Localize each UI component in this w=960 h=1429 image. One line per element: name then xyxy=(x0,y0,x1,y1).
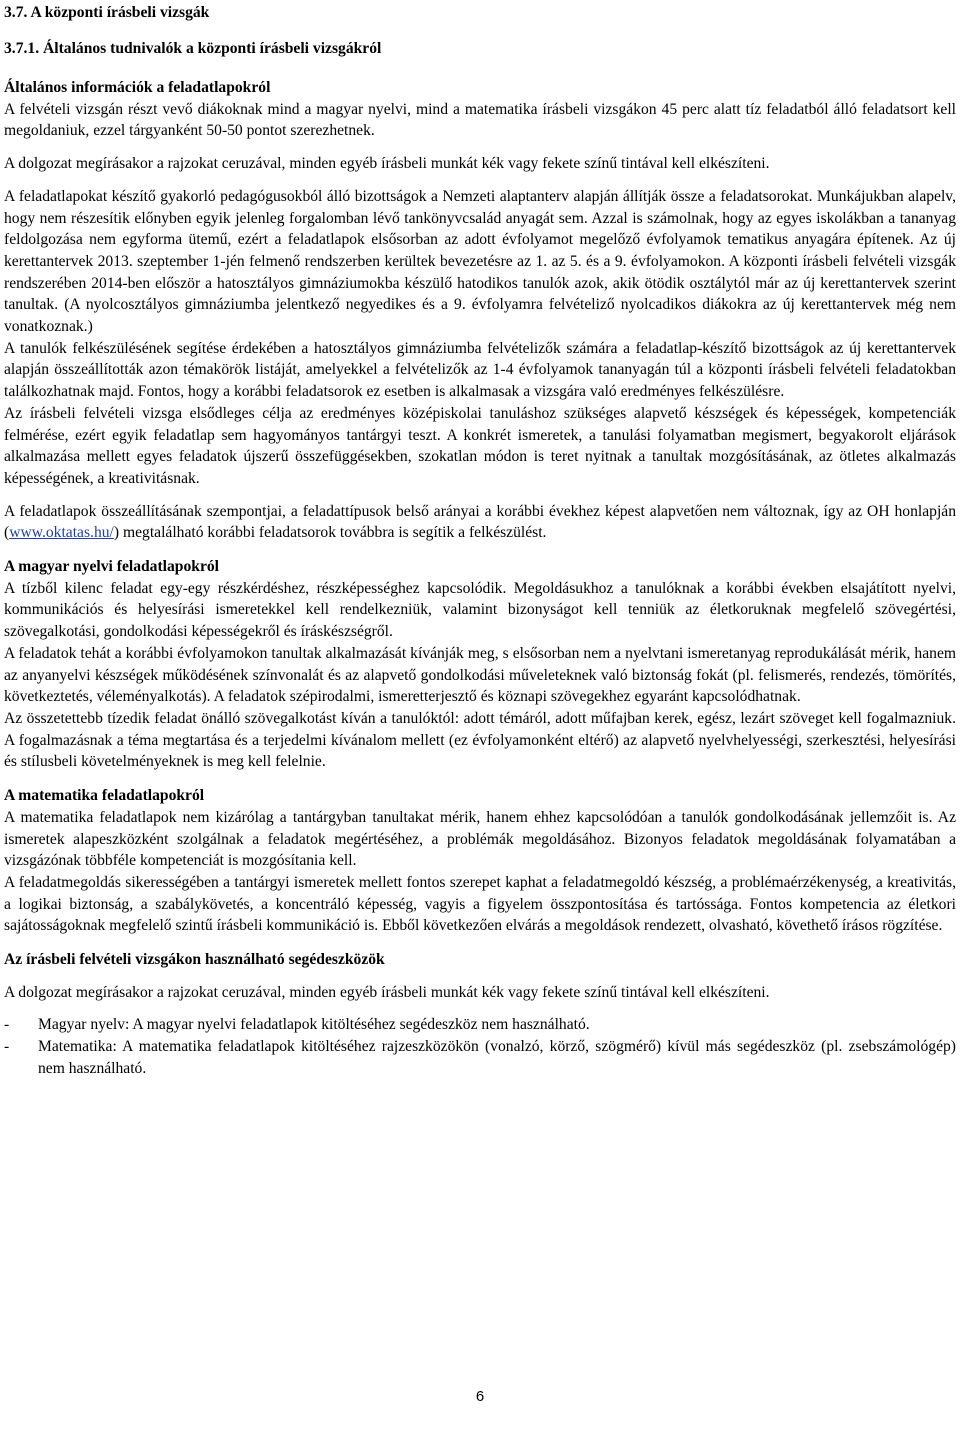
section-heading xyxy=(4,2,209,24)
hungarian-title: A magyar nyelvi feladatlapokról xyxy=(4,558,219,576)
hungarian-paragraph-1: A tízből kilenc feladat egy-egy részkérdéshez, részképességhez kapcsolódik. Megoldásukhoz a tanulóknak a korábbi években elsajátított nyelvi, kommunikációs és helyesírási ismeretekkel kell rendelkezniük, valamint bizonyságot kell tenniük az életkoruknak megfelelő szövegértési, szövegalkotási, gondolkodási képességekről és íráskészségről. xyxy=(4,579,956,641)
tools-title: Az írásbeli felvételi vizsgákon használható segédeszközök xyxy=(4,951,385,969)
page-number: 6 xyxy=(475,1388,485,1405)
list-item xyxy=(4,1036,956,1079)
hungarian-paragraph-2: A feladatok tehát a korábbi évfolyamokon tanultak alkalmazását kívánják meg, s elsősorban nem a nyelvtani ismeretanyag reprodukálását mérik, hanem az anyanyelvi készségek működésének színvonalát és az alapvető gondolkodási műveleteknek való biztonság fokát (pl. felismerés, rendezés, tömörítés, következtetés, véleményalkotás). A feladatok szépirodalmi, ismeretterjesztő és köznapi szövegekhez egyaránt kapcsolódhatnak. xyxy=(4,644,956,706)
tools-paragraph-1: A dolgozat megírásakor a rajzokat ceruzával, minden egyéb írásbeli munkát kék vagy fekete színű tintával kell elkészíteni. xyxy=(4,983,770,1001)
dash-bullet: - xyxy=(4,1016,10,1034)
list-item xyxy=(4,1014,956,1036)
document-body xyxy=(4,77,956,1080)
math-title: A matematika feladatlapokról xyxy=(4,787,205,805)
oktatas-link[interactable]: www.oktatas.hu/ xyxy=(9,524,114,542)
general-paragraph-4: A tanulók felkészülésének segítése érdekében a hatosztályos gimnáziumba felvételizők számára a feladatlap-készítő bizottságok az új kerettantervek alapján összeállították azon témakörök listáját, amelyekkel a felvételizők az 1-4 évfolyamok tananyagán túl a központi írásbeli felvételi feladatokban találkozhatnak majd. Fontos, hogy a korábbi feladatsorok ez esetben is alkalmasak a vizsgára való eredményes felkészülésre. xyxy=(4,339,956,401)
tools-list xyxy=(4,1014,956,1079)
section-title: A központi írásbeli vizsgák xyxy=(30,4,210,21)
list-item-text: Magyar nyelv: A magyar nyelvi feladatlapok kitöltéséhez segédeszköz nem használható. xyxy=(38,1016,590,1034)
general-paragraph-6 xyxy=(4,501,956,544)
general-paragraph-6-before: A feladatlapok összeállításának szempontjai, a feladattípusok belső arányai a korábbi évekhez képest alapvetően nem változnak, így az OH honlapján ( xyxy=(4,502,956,542)
general-paragraph-2: A dolgozat megírásakor a rajzokat ceruzával, minden egyéb írásbeli munkát kék vagy fekete színű tintával kell elkészíteni. xyxy=(4,155,770,173)
general-info-title: Általános információk a feladatlapokról xyxy=(4,79,271,96)
list-item-text: Matematika: A matematika feladatlapok kitöltéséhez rajzeszközökön (vonalzó, körző, szögmérő) kívül más segédeszköz (pl. zsebszámológép) nem használható. xyxy=(38,1038,956,1077)
subsection-number: 3.7.1. xyxy=(4,40,40,57)
hungarian-paragraph-3: Az összetettebb tízedik feladat önálló szövegalkotást kíván a tanulóktól: adott témáról, adott műfajban kerek, egész, lezárt szöveget kell fogalmazniuk. A fogalmazásnak a téma megtartása és a terjedelmi kívánalom mellett (ez évfolyamonként eltérő) az alapvető nyelvhelyességi, szerkesztési, helyesírási és stílusbeli követelményeknek is meg kell felelnie. xyxy=(4,709,956,771)
subsection-heading xyxy=(4,38,381,60)
dash-bullet: - xyxy=(4,1038,10,1056)
subsection-title: Általános tudnivalók a központi írásbeli vizsgákról xyxy=(43,40,382,57)
general-paragraph-5: Az írásbeli felvételi vizsga elsődleges célja az eredményes középiskolai tanuláshoz szükséges alapvető készségek és képességek, kompetenciák felmérése, ezért egyik feladatlap sem hagyományos tantárgyi teszt. A konkrét ismeretek, a tanulási folyamatban megismert, begyakorolt eljárások alkalmazása mellett egyes feladatok újszerű összefüggésekben, szokatlan módon is teret nyitnak a tanultak mozgósításának, az ötletes alkalmazás képességének, a kreativitásnak. xyxy=(4,404,956,487)
math-paragraph-2: A feladatmegoldás sikerességében a tantárgyi ismeretek mellett fontos szerepet kaphat a feladatmegoldó készség, a problémaérzékenység, a kreativitás, a logikai biztonság, a szabálykövetés, a koncentráló képesség, vagyis a figyelem összpontosítása és tartóssága. Fontos kompetencia az életkori sajátosságoknak megfelelő szintű írásbeli kommunikáció is. Ebből következően elvárás a megoldások rendezett, olvasható, követhető írásos rögzítése. xyxy=(4,873,956,935)
math-paragraph-1: A matematika feladatlapok nem kizárólag a tantárgyban tanultakat mérik, hanem ehhez kapcsolódóan a tanulók gondolkodásának jellemzőit is. Az ismeretek alapeszközként szolgálnak a feladatok megértéséhez, a problémák megoldásához. Bizonyos feladatok megoldásának folyamatában a vizsgázónak többféle kompetenciát is mozgósítania kell. xyxy=(4,808,956,870)
general-paragraph-3: A feladatlapokat készítő gyakorló pedagógusokból álló bizottságok a Nemzeti alaptanterv alapján állítják össze a feladatsorokat. Munkájukban alapelv, hogy nem részesítik előnyben egyik jelenleg forgalomban lévő tankönyvcsalád anyagát sem. Azzal is számolnak, hogy az egyes iskolákban a tananyag feldolgozása nem egyforma ütemű, ezért a feladatlapok elsősorban az adott évfolyamot megelőző évfolyamok tematikus anyagára építenek. Az új kerettantervek 2013. szeptember 1-jén felmenő rendszerben kerültek bevezetésre az 1. az 5. és a 9. évfolyamokon. A központi írásbeli felvételi vizsgák rendszerében 2014-ben először a hatosztályos gimnáziumokba készülő hatodikos tanulók azok, akik ötödik osztálytól már az új kerettantervek szerint tanultak. (A nyolcosztályos gimnáziumba jelentkező negyedikes és a 9. évfolyamra felvételiző nyolcadikos diákokra az új kerettantervek még nem vonatkoznak.) xyxy=(4,187,956,336)
section-number: 3.7. xyxy=(4,4,28,21)
general-paragraph-1: A felvételi vizsgán részt vevő diákoknak mind a magyar nyelvi, mind a matematika írásbeli vizsgákon 45 perc alatt tíz feladatból álló feladatsort kell megoldaniuk, ezzel tárgyanként 50-50 pontot szerezhetnek. xyxy=(4,100,956,140)
general-paragraph-6-after: ) megtalálható korábbi feladatsorok továbbra is segítik a felkészülést. xyxy=(113,524,547,542)
